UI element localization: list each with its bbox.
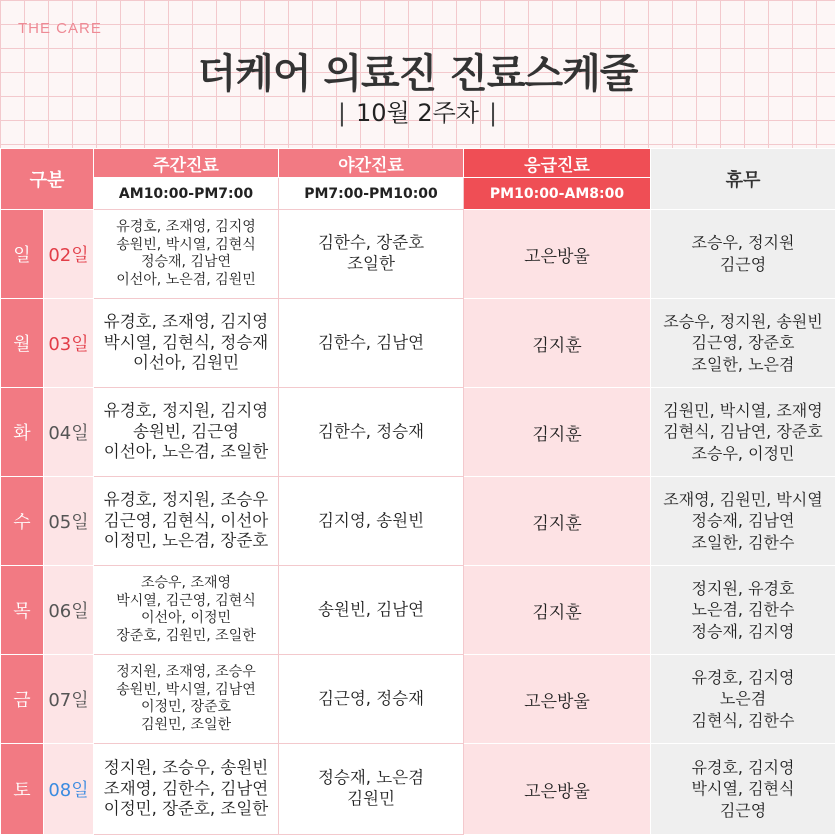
- off-staff-line: 김현식, 김남연, 장준호: [663, 422, 823, 442]
- night-staff-line: 김한수, 정승재: [317, 421, 425, 441]
- night-staff-cell: [279, 566, 464, 655]
- night-staff-line: 정승재, 노은겸: [317, 768, 425, 788]
- night-staff-cell: [279, 477, 464, 566]
- weekday-cell: 수: [1, 477, 44, 566]
- header-day-clinic: 주간진료: [94, 149, 279, 178]
- day-staff-line: 유경호, 조재영, 김지영: [103, 312, 269, 332]
- off-staff-cell: [651, 388, 835, 477]
- night-staff-line: 김한수, 김남연: [317, 332, 425, 352]
- emergency-staff-cell: 김지훈: [464, 477, 651, 566]
- weekday-cell: 화: [1, 388, 44, 477]
- off-staff-cell: [651, 477, 835, 566]
- header-emergency-clinic: 응급진료: [464, 149, 651, 178]
- night-staff-line: 김원민: [347, 789, 395, 808]
- off-staff-line: 박시열, 김현식: [691, 779, 795, 799]
- day-staff-line: 이정민, 장준호: [140, 699, 232, 715]
- off-staff-line: 조승우, 정지원, 송원빈: [663, 311, 823, 331]
- day-staff-cell: [94, 210, 279, 299]
- day-staff-cell: [94, 566, 279, 655]
- day-staff-line: 조재영, 김한수, 김남연: [103, 778, 269, 798]
- day-staff-line: 장준호, 김원민, 조일한: [116, 627, 256, 644]
- weekday-cell: 토: [1, 744, 44, 835]
- off-staff-cell: [651, 655, 835, 744]
- header-gubun: 구분: [1, 149, 94, 210]
- off-staff-line: 정지원, 유경호: [691, 578, 795, 598]
- header-night-clinic: 야간진료: [279, 149, 464, 178]
- day-staff-line: 송원빈, 박시열, 김남연: [116, 681, 256, 698]
- day-staff-line: 김근영, 김현식, 이선아: [103, 510, 269, 530]
- emergency-staff-cell: 김지훈: [464, 299, 651, 388]
- weekday-cell: 목: [1, 566, 44, 655]
- night-staff-cell: [279, 655, 464, 744]
- emergency-staff-cell: 김지훈: [464, 388, 651, 477]
- night-staff-cell: [279, 299, 464, 388]
- day-staff-cell: [94, 388, 279, 477]
- header-emergency-time: PM10:00-AM8:00: [464, 178, 651, 210]
- off-staff-line: 노은겸: [719, 689, 767, 709]
- off-staff-line: 김근영, 장준호: [691, 333, 795, 353]
- schedule-row: [1, 210, 835, 299]
- off-staff-line: 조승우, 이정민: [691, 443, 795, 463]
- day-staff-cell: [94, 299, 279, 388]
- emergency-staff-cell: 고은방울: [464, 210, 651, 299]
- emergency-staff-cell: 고은방울: [464, 744, 651, 835]
- schedule-row: [1, 388, 835, 477]
- off-staff-line: 조승우, 정지원: [691, 233, 795, 253]
- day-staff-line: 박시열, 김근영, 김현식: [116, 592, 256, 609]
- date-cell: 02일: [44, 210, 94, 299]
- date-cell: 03일: [44, 299, 94, 388]
- day-staff-line: 박시열, 김현식, 정승재: [103, 332, 269, 352]
- off-staff-cell: [651, 744, 835, 835]
- off-staff-line: 김근영: [719, 255, 767, 274]
- subtitle-divider-left: |: [337, 99, 346, 127]
- night-staff-cell: [279, 210, 464, 299]
- day-staff-line: 이정민, 장준호, 조일한: [103, 799, 269, 819]
- night-staff-cell: [279, 388, 464, 477]
- day-staff-line: 이선아, 노은겸, 김원민: [116, 271, 256, 288]
- header-day-time: AM10:00-PM7:00: [94, 178, 279, 210]
- header-off: 휴무: [651, 149, 835, 210]
- day-staff-cell: [94, 477, 279, 566]
- weekday-cell: 금: [1, 655, 44, 744]
- day-staff-line: 유경호, 정지원, 김지영: [103, 401, 269, 421]
- off-staff-line: 김근영: [719, 800, 767, 820]
- night-staff-line: 김지영, 송원빈: [317, 510, 425, 530]
- day-staff-line: 정승재, 김남연: [140, 254, 232, 270]
- schedule-row: [1, 299, 835, 388]
- date-cell: 05일: [44, 477, 94, 566]
- date-cell: 04일: [44, 388, 94, 477]
- weekday-cell: 월: [1, 299, 44, 388]
- schedule-table: [0, 148, 835, 835]
- day-staff-line: 송원빈, 박시열, 김현식: [116, 236, 256, 253]
- off-staff-cell: [651, 210, 835, 299]
- off-staff-line: 조일한, 김한수: [691, 532, 795, 552]
- page-title: 더케어 의료진 진료스케줄: [197, 51, 638, 97]
- off-staff-line: 유경호, 김지영: [691, 757, 795, 777]
- brand-logo-text: THE CARE: [18, 20, 102, 37]
- header-night-time: PM7:00-PM10:00: [279, 178, 464, 210]
- day-staff-line: 이선아, 노은겸, 조일한: [103, 442, 269, 462]
- night-staff-cell: [279, 744, 464, 835]
- date-cell: 07일: [44, 655, 94, 744]
- date-cell: 06일: [44, 566, 94, 655]
- emergency-staff-cell: 김지훈: [464, 566, 651, 655]
- night-staff-line: 김근영, 정승재: [317, 688, 425, 708]
- day-staff-line: 정지원, 조승우, 송원빈: [103, 758, 269, 778]
- off-staff-line: 김현식, 김한수: [691, 710, 795, 730]
- weekday-cell: 일: [1, 210, 44, 299]
- day-staff-cell: [94, 655, 279, 744]
- off-staff-line: 정승재, 김남연: [691, 511, 795, 531]
- day-staff-line: 이선아, 이정민: [140, 610, 232, 626]
- day-staff-line: 이선아, 김원민: [132, 353, 240, 373]
- day-staff-cell: [94, 744, 279, 835]
- schedule-row: [1, 744, 835, 835]
- night-staff-line: 송원빈, 김남연: [317, 599, 425, 619]
- schedule-row: [1, 477, 835, 566]
- day-staff-line: 정지원, 조재영, 조승우: [116, 664, 256, 680]
- week-subtitle: [0, 93, 835, 128]
- day-staff-line: 이정민, 노은겸, 장준호: [103, 531, 269, 551]
- night-staff-line: 김한수, 장준호: [317, 233, 425, 253]
- subtitle-text: 10월 2주차: [356, 99, 479, 127]
- day-staff-line: 유경호, 조재영, 김지영: [116, 219, 256, 235]
- off-staff-line: 노은겸, 김한수: [691, 600, 795, 620]
- off-staff-cell: [651, 299, 835, 388]
- off-staff-line: 유경호, 김지영: [691, 667, 795, 687]
- off-staff-cell: [651, 566, 835, 655]
- off-staff-line: 조일한, 노은겸: [691, 354, 795, 374]
- date-cell: 08일: [44, 744, 94, 835]
- day-staff-line: 조승우, 조재영: [140, 575, 232, 591]
- schedule-row: [1, 566, 835, 655]
- day-staff-line: 유경호, 정지원, 조승우: [103, 490, 269, 510]
- header-grid-background: [0, 0, 835, 148]
- off-staff-line: 김원민, 박시열, 조재영: [663, 400, 823, 420]
- day-staff-line: 송원빈, 김근영: [132, 421, 240, 441]
- night-staff-line: 조일한: [347, 254, 395, 273]
- off-staff-line: 조재영, 김원민, 박시열: [663, 489, 823, 509]
- schedule-row: [1, 655, 835, 744]
- off-staff-line: 정승재, 김지영: [691, 621, 795, 641]
- emergency-staff-cell: 고은방울: [464, 655, 651, 744]
- subtitle-divider-right: |: [489, 99, 498, 127]
- day-staff-line: 김원민, 조일한: [140, 716, 232, 733]
